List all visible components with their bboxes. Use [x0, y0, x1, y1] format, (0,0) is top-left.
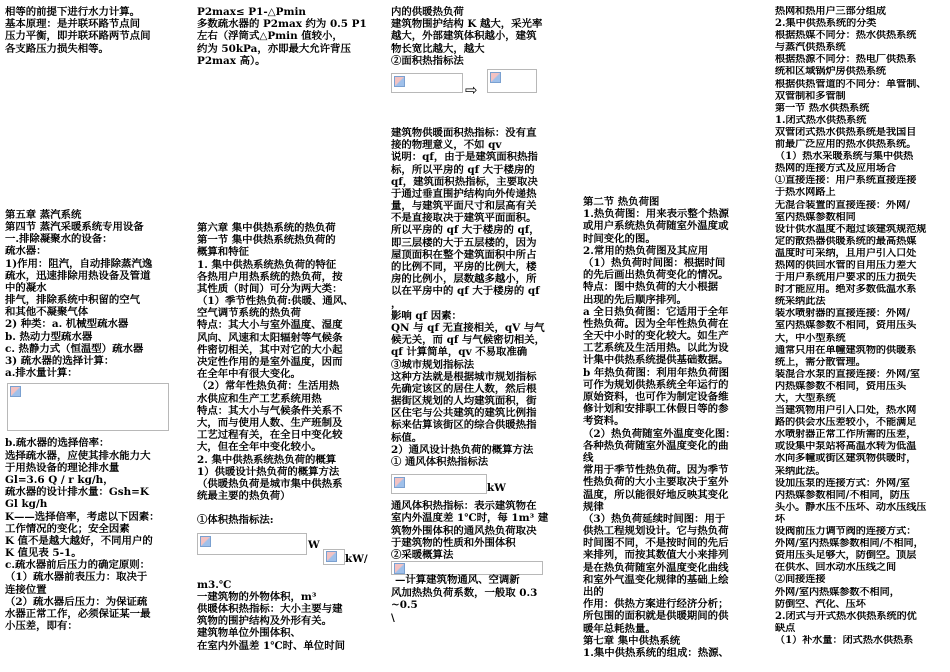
text-line: 一建筑物的外物体积，m³	[197, 590, 317, 603]
text-line: c.疏水器前后压力的确定原则：	[5, 559, 151, 572]
text-line: 影响 qf 因素：	[391, 309, 462, 322]
text-line: Gl=3.6 Q / r kg/h，	[5, 473, 114, 486]
text-line: ①直接连接：用户系统直接连接	[775, 175, 917, 187]
section-heading: 第一节 热水供热系统	[775, 102, 870, 114]
col1-top-text	[5, 6, 181, 55]
text-line: 2.集中供热系统的分类	[775, 18, 877, 30]
text-line: 屋顶面积在整个建筑面积中所占	[391, 248, 537, 261]
text-line: 各热用户用热系统的热负荷，按	[197, 270, 343, 283]
text-line: 疏水，迅速排除用热设备及管道	[5, 269, 151, 282]
text-line: 越大，外部建筑体积越小，建筑	[391, 30, 537, 43]
text-line: ②采暖概算法	[391, 548, 454, 561]
text-line: ，	[391, 297, 402, 310]
text-line: 通风体积热指标：表示建筑物在	[391, 500, 537, 513]
text-line: 和其他不凝聚气体	[5, 306, 89, 319]
text-line: 疏水器：	[5, 245, 47, 258]
text-line: 防倒空、汽化、压坏	[775, 598, 866, 610]
text-line: 建筑物供暖面积热指标：没有直	[391, 126, 537, 139]
text-line: 供暖体积热指标：大小主要与建	[197, 603, 343, 615]
text-line: 大，而与使用人数、生产班制及	[197, 416, 343, 429]
text-line: 于热水网路上	[775, 187, 836, 199]
chapter-heading: 第五章 蒸汽系统	[5, 208, 82, 221]
text-line: 2.常用的热负荷图及其应用	[583, 244, 709, 257]
text-line: 左右（浮筒式△Pmin 值较小，	[197, 30, 343, 43]
text-line: 于建筑物的性质和外围体积	[391, 536, 516, 549]
text-line: 无混合装置的直接连接：外网/	[775, 199, 910, 211]
text-line: 时间变化的图。	[583, 232, 656, 245]
text-line: 工艺过程有关，在全日中变化较	[197, 429, 343, 442]
text-line: 设加压泵的连接方式：外网/室	[775, 477, 910, 489]
text-line: 双管闭式热水供热系统是我国目	[775, 126, 917, 138]
text-line: qf，建筑面积热指标，主要取决	[391, 175, 538, 188]
text-line: 概算和特征	[197, 246, 249, 259]
text-line: 其性质（时间）可分为两大类：	[197, 282, 343, 295]
formula-image-placeholder	[391, 561, 543, 575]
text-line: ③城市规划指标法	[391, 358, 475, 371]
text-line: 根据热源不同分：热电厂供热系	[775, 54, 917, 66]
text-line: 头小。静水压不压坏、动水压线压	[775, 501, 927, 513]
text-line: 资用压头足够大，防倒空。顶层	[775, 550, 917, 562]
formula-image-placeholder	[391, 73, 463, 93]
text-line: 风向、风速和太阳辐射等气候条	[197, 331, 343, 344]
text-line: 筑物的围护结构及外形有关。	[197, 615, 333, 628]
text-line: （1）热水采暖系统与集中供热	[775, 151, 914, 163]
text-line: 排气，排除系统中积留的空气	[5, 294, 141, 307]
text-line: 2.闭式与开式热水供热系统的优	[775, 610, 917, 622]
text-line: 大，大型系统	[775, 393, 836, 404]
text-line: 房的比例小，层数越多越小，所	[391, 273, 537, 286]
text-line: 1）供暖设计热负荷的概算方法	[197, 465, 340, 478]
broken-image-icon	[200, 536, 211, 547]
text-line: 和室外气温变化规律的基础上绘	[583, 573, 729, 586]
text-line: 室内热媒参数不相同，资用压头	[775, 320, 917, 332]
text-line: 水向多幢或街区建筑物供暖时，	[775, 453, 917, 465]
formula-line: P2max≤ P1-△Pmin	[197, 6, 306, 18]
col3-top-text	[391, 6, 569, 67]
text-line: 来排列，而按其数值大小来排列	[583, 549, 729, 562]
text-line: 疏水器的设计排水量：Gsh=K	[5, 486, 149, 499]
text-line: 于通过垂直围护结构向外传递热	[391, 187, 537, 200]
text-line: （2）热负荷随室外温度变化图：	[583, 427, 736, 440]
text-line: b 年热负荷图：利用年热负荷图	[583, 366, 729, 379]
text-line: 选择疏水器，应使其排水能力大	[5, 449, 151, 462]
text-line: 约为 50kPa，亦即最大允许背压	[197, 42, 351, 55]
text-line: 性热负荷。因为全年性热负荷在	[583, 317, 729, 330]
text-line: 外网/室内热媒参数相同/不相同，	[775, 538, 924, 550]
text-line: 统和区域锅炉房供热系统	[775, 66, 887, 78]
text-line: 2. 集中供热系统热负荷的概算	[197, 453, 337, 466]
text-line: 性热负荷的大小主要取决于室外	[583, 476, 729, 489]
text-line: （2）常年性热负荷：生活用热	[197, 380, 340, 393]
text-line: 2）通风设计热负荷的概算方法	[391, 443, 534, 456]
text-line: 所包围的面积就是供暖期间的供	[583, 610, 729, 623]
text-line: a.排水量计算：	[5, 367, 78, 380]
text-line: 于用热设备的理论排水量	[5, 461, 120, 474]
section-heading: 第一节 集中供热系统热负荷的	[197, 234, 336, 247]
broken-image-icon	[394, 76, 405, 87]
section-heading: 第二节 热负荷图	[583, 196, 660, 208]
text-line: 特点：图中热负荷的大小根据	[583, 281, 719, 294]
text-line: 热网和热用户三部分组成	[775, 6, 887, 17]
text-line: 量，与建筑平面尺寸和层高有关	[391, 200, 537, 213]
formula-label: ①体积热指标法:	[197, 514, 274, 527]
text-line: 基本原理：是并联环路节点间	[5, 18, 141, 31]
text-line: 在全年中有很大变化。	[197, 368, 301, 381]
text-line: 区住宅与公共建筑的建筑比例指	[391, 407, 537, 420]
text-line: 双管制和多管制	[775, 90, 846, 102]
text-line: 连接位置	[5, 583, 47, 596]
text-line: 装混合水泵的直接连接：外网/室	[775, 368, 920, 380]
text-line: （1）热负荷时间图：根据时间	[583, 256, 726, 269]
chapter-heading: 第六章 集中供热系统的热负荷	[197, 221, 336, 234]
text-line: 建筑物围护结构 K 越大，采光率	[391, 18, 543, 31]
text-line: 大，但在全年中变化较小。	[197, 441, 322, 454]
text-line: 1.热负荷图：用来表示整个热源	[583, 208, 729, 221]
text-line: 根据供热管道的不同分：单管制、	[775, 78, 927, 90]
text-line: 时间图不同，不是按时间的先后	[583, 537, 729, 550]
unit-kw: kW	[487, 482, 506, 495]
text-line: 统采纳此法	[775, 296, 826, 308]
text-line: 在供水、回水动水压线之间	[775, 562, 897, 574]
text-line: 在室内外温差 1℃时、单位时间	[197, 639, 345, 652]
text-line: （1）疏水器前表压力：取决于	[5, 571, 148, 584]
text-line: 于用户系统用户要求的压力损失	[775, 272, 917, 284]
text-line: 中的凝水	[5, 281, 47, 294]
text-line: c. 热静力式（恒温型）疏水器	[5, 342, 144, 355]
col2-bottom-text	[197, 579, 377, 652]
text-line: 的先后画出热负荷变化的情况。	[583, 269, 729, 282]
text-line: 作用：供热方案进行经济分析；	[583, 598, 729, 611]
text-line: ① 通风体积热指标法	[391, 456, 489, 468]
formula-block	[197, 533, 377, 579]
text-line: 是在热负荷随室外温度变化曲线	[583, 561, 729, 574]
text-line: 出的	[583, 586, 604, 598]
calc-formula-block	[391, 561, 569, 587]
text-line: （1）补水量：闭式热水供热系	[775, 634, 914, 646]
text-line: 室内外温度差 1℃时，每 1m³ 建	[391, 512, 549, 525]
arrow-right-icon: ⇨	[465, 80, 478, 99]
text-line: 风加热热负荷系数，一般取 0.3	[391, 587, 538, 600]
text-line: 常用于季节性热负荷。因为季节	[583, 464, 729, 477]
text-line: K 值见表 5-1。	[5, 547, 82, 560]
text-line: （1）季节性热负荷:供暖、通风、	[197, 295, 354, 308]
text-line: （供暖热负荷是城市集中供热系	[197, 477, 343, 490]
text-line: ~0.5	[391, 599, 418, 612]
col3-bottom-text	[391, 500, 569, 561]
text-line: 2) 种类：a. 机械型疏水器	[5, 318, 129, 331]
text-line: P2max 高）。	[197, 54, 266, 67]
col3-mid-text	[391, 127, 569, 468]
text-line: qf 计算简单，qv 不易取准确	[391, 346, 528, 359]
text-line: 时才能应用。绝对多数低温水系	[775, 284, 917, 296]
text-line: 各种热负荷随室外温度变化的曲	[583, 439, 729, 452]
text-line: 设计供水温度不超过该建筑规范规	[775, 223, 927, 235]
text-line: 考资料。	[583, 415, 625, 428]
col1-bottom-text	[5, 437, 181, 632]
broken-image-icon	[490, 72, 501, 83]
text-line: K 值不是越大越好，不同用户的	[5, 534, 153, 547]
text-line: 出现的先后顺序排列。	[583, 293, 687, 306]
broken-image-icon	[326, 551, 337, 562]
text-line: 多数疏水器的 P2max 约为 0.5 P1	[197, 18, 367, 31]
text-line: 室内热媒参数相同	[775, 211, 856, 223]
text-line: 所以平房的 qf 大于楼房的 qf，	[391, 224, 540, 237]
text-line: 水供应和生产工艺系统用热	[197, 392, 322, 405]
text-line: 一.排除凝聚水的设备：	[5, 233, 113, 246]
column-3	[391, 6, 569, 666]
text-line: 标值。	[391, 431, 423, 444]
text-line: 缺点	[775, 622, 796, 634]
text-line: 线	[583, 451, 594, 464]
text-line: 水器正常工作，必须保证某一最	[5, 608, 151, 620]
text-line: 热网的连接方式及应用场合	[775, 163, 897, 175]
text-line: 全天中小时的变化较大。如生产	[583, 330, 729, 343]
text-line: 供热工程规划设计。它与热负荷	[583, 525, 729, 538]
text-line: 内热媒参数相同/不相同，防压	[775, 489, 910, 501]
col1-mid-text	[5, 209, 181, 380]
text-line: 据街区规划的人均建筑面积，街	[391, 395, 537, 408]
text-line: 小压差，即有：	[5, 620, 78, 633]
text-line: 当建筑物用户引入口处，热水网	[775, 405, 917, 417]
text-line: 修计划和安排职工休假日等的参	[583, 403, 729, 416]
ventilation-formula-block	[391, 474, 569, 500]
text-line: 通常只用在单幢建筑物的供暖系	[775, 344, 917, 356]
text-line: 先确定该区的居住人数，然后根	[391, 382, 537, 395]
text-line: a 全日热负荷图：它适用于全年	[583, 305, 729, 318]
text-line: 设阀前压力调节阀的连接方式：	[775, 526, 917, 538]
area-index-figure	[391, 69, 569, 105]
text-line: 规律	[583, 500, 604, 513]
text-line: ②间接连接	[775, 574, 826, 586]
text-line: 标，所以平房的 qf 大于楼房的	[391, 163, 535, 176]
column-5	[775, 6, 947, 666]
formula-image-placeholder	[323, 549, 345, 565]
text-line: 不是直接取决于建筑平面面积。	[391, 212, 537, 225]
column-2	[197, 6, 377, 666]
text-line: 水喷射器正常工作所需的压差，	[775, 429, 917, 441]
text-line: 建筑物单位外围体积、	[197, 627, 301, 640]
col2-top-text	[197, 6, 377, 67]
text-line: 候无关，而 qf 与气候密切相关，	[391, 334, 546, 347]
text-line: 1.闭式热水供热系统	[775, 114, 867, 126]
text-line: b. 热动力型疏水器	[5, 330, 93, 343]
text-line: 温度，所以能很好地反映其变化	[583, 488, 729, 501]
text-line: 1. 集中供热系统热负荷的特征	[197, 258, 337, 271]
column-4	[583, 196, 761, 666]
text-line: 筑物外围体积的通风热负荷取决	[391, 524, 537, 537]
text-line: 或设集中泵站将高温水转为低温	[775, 441, 917, 453]
text-line: 坏	[775, 513, 786, 525]
text-line: 标来估算该街区的综合供暖热指	[391, 419, 537, 432]
text-line: 采纳此法。	[775, 465, 826, 477]
text-line: （3）热负荷延续时间图：用于	[583, 512, 726, 525]
text-line: 大，中小型系统	[775, 332, 846, 344]
text-line: 温度时可采纳，且用户引入口处	[775, 247, 917, 259]
text-line: 内热媒参数不相同，资用压头	[775, 380, 907, 392]
text-line: 说明：qf，由于是建筑面积热指	[391, 151, 538, 164]
text-line: 1)作用：阻汽，自动排除蒸汽逸	[5, 257, 153, 270]
text-line: ②面积热指标法	[391, 54, 464, 67]
section-heading: 第四节 蒸汽采暖系统专用设备	[5, 220, 144, 233]
formula-image-placeholder	[197, 533, 307, 555]
text-line: 可作为规划供热系统全年运行的	[583, 378, 729, 391]
col3-tail-text	[391, 587, 569, 624]
text-line: 各支路压力损失相等。	[5, 42, 109, 55]
text-line: Gl kg/h	[5, 498, 48, 511]
chapter-heading: 第七章 集中供热系统	[583, 634, 681, 647]
text-line: 装水喷射器的直接连接：外网/	[775, 308, 910, 320]
text-line: 接的物理意义，不如 qv	[391, 139, 502, 152]
text-line: 热网的供回水管的自用压力差大	[775, 259, 917, 271]
text-line: 暖年总耗热量。	[583, 622, 656, 635]
text-line: 以在平房中的 qf 大于楼房的 qf	[391, 285, 540, 298]
text-line: （2）疏水器后压力：为保证疏	[5, 595, 148, 608]
broken-image-icon	[394, 563, 405, 574]
text-line: b.疏水器的选择倍率：	[5, 437, 110, 450]
text-line: 的比例不同，平房的比例大，楼	[391, 261, 537, 273]
text-line: m3.℃	[197, 578, 232, 591]
formula-image-placeholder	[487, 69, 537, 93]
text-line: 工作情况的变化；安全因素	[5, 522, 130, 535]
formula-image-placeholder	[7, 383, 169, 431]
text-line: 特点：其大小与室外温度、湿度	[197, 319, 343, 332]
text-line: 决定性作用的是室外温度，因而	[197, 356, 343, 368]
text-line: 即三层楼的大于五层楼的，因为	[391, 236, 537, 249]
broken-image-icon	[10, 386, 21, 397]
text-line: 统最主要的热负荷）	[197, 490, 291, 503]
col2-mid-text	[197, 222, 377, 502]
text-line: 工艺系统及生活用热。以此为设	[583, 342, 729, 355]
text-line: 原始资料，也可作为制定设备维	[583, 391, 729, 403]
text-line: 外网/室内热媒参数不相同，	[775, 586, 900, 598]
text-line: 特点：其大小与气候条件关系不	[197, 404, 343, 417]
unit-kw: kW/	[345, 552, 368, 565]
text-line: 计集中供热系统提供基础数据。	[583, 354, 729, 367]
column-1	[5, 6, 181, 666]
text-line: 路的供会水压差较小，不能满足	[775, 417, 917, 429]
text-line: 内的供暖热负荷	[391, 6, 464, 18]
text-line: 件密切相关，其中对它的大小起	[197, 343, 343, 356]
text-line: 统上，需分散管理。	[775, 356, 866, 368]
text-line: 相等的前提下进行水力计算。	[5, 6, 141, 18]
broken-image-icon	[394, 477, 405, 488]
text-line: 这种方法就是根据城市规划指标	[391, 370, 537, 383]
text-line: —计算建筑物通风、空调新	[395, 574, 520, 587]
text-line: 1.集中供热系统的组成：热源、	[583, 646, 729, 659]
text-line: K——选择倍率，考虑以下因素：	[5, 510, 160, 523]
formula-image-placeholder	[391, 474, 487, 494]
text-line: 压力平衡，即并联环路两节点间	[5, 30, 151, 43]
text-line: 或用户系统热负荷随室外温度或	[583, 220, 729, 233]
text-line: \	[391, 611, 395, 624]
text-line: 物长宽比越大，越大	[391, 42, 485, 55]
unit-w: W	[308, 538, 320, 551]
text-line: 与蒸汽供热系统	[775, 42, 846, 54]
text-line: 前最广泛应用的热水供热系统。	[775, 139, 917, 151]
text-line: 定的散热器供暖系统的最高热媒	[775, 235, 917, 247]
text-line: 空气调节系统的热负荷	[197, 307, 301, 320]
text-line: QN 与 qf 无直接相关，qV 与气	[391, 321, 545, 334]
text-line: 根据热媒不同分：热水供热系统	[775, 30, 917, 42]
text-line: 3) 疏水器的选择计算：	[5, 355, 115, 367]
